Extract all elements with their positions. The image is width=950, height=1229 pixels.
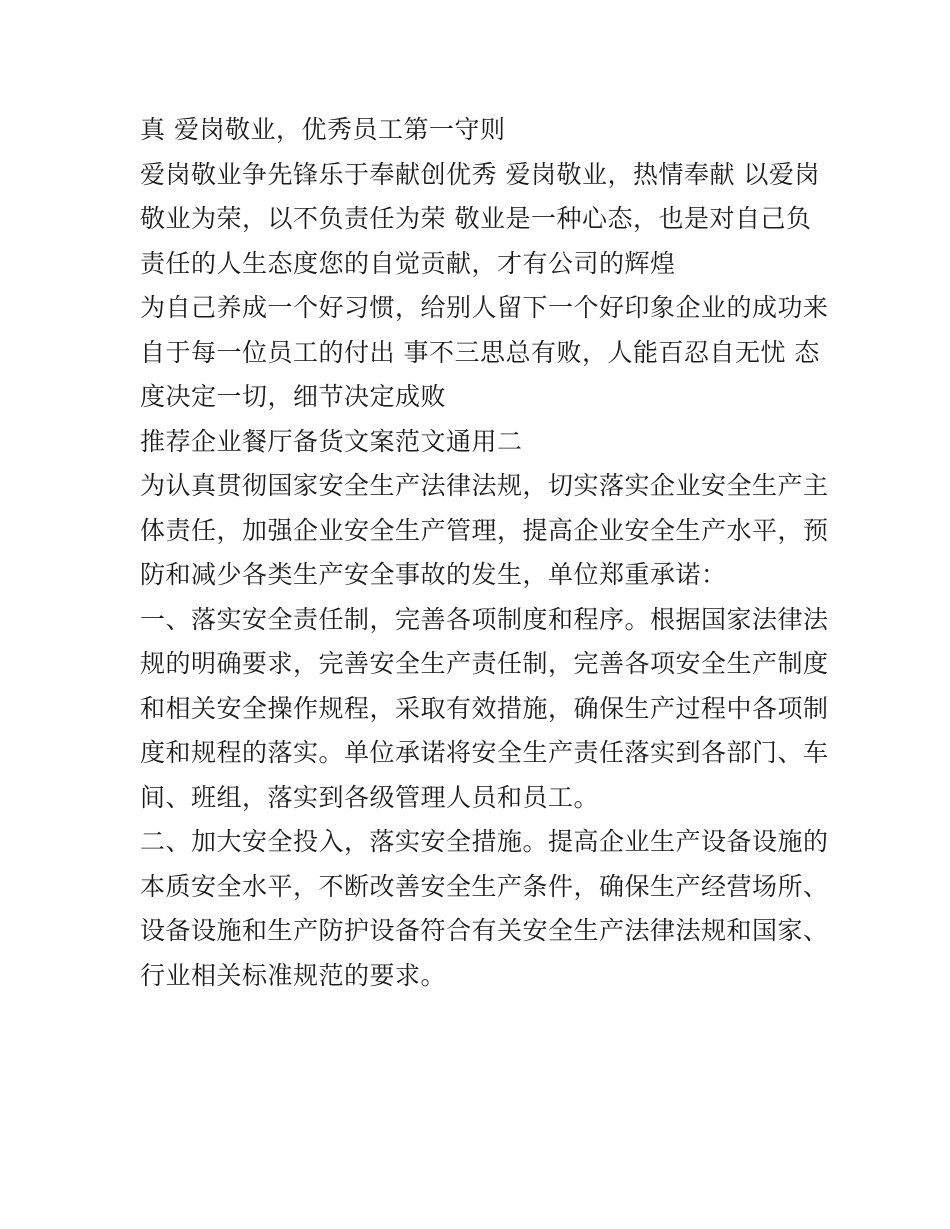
text-line: 一、落实安全责任制，完善各项制度和程序。根据国家法律法 xyxy=(140,604,829,634)
text-line: 规的明确要求，完善安全生产责任制，完善各项安全生产制度 xyxy=(140,649,829,678)
text-line: 二、加大安全投入，落实安全措施。提高企业生产设备设施的 xyxy=(140,827,829,856)
text-line: 责任的人生态度您的自觉贡献，才有公司的辉煌 xyxy=(140,248,676,278)
text-line: 本质安全水平，不断改善安全生产条件，确保生产经营场所、 xyxy=(140,871,829,901)
text-line: 真 爱岗敬业，优秀员工第一守则 xyxy=(140,115,506,144)
text-line: 间、班组，落实到各级管理人员和员工。 xyxy=(140,782,600,812)
text-line: 自于每一位员工的付出 事不三思总有败，人能百忍自无忧 态 xyxy=(140,337,820,367)
text-line: 设备设施和生产防护设备符合有关安全生产法律法规和国家、 xyxy=(140,916,829,945)
text-line: 为认真贯彻国家安全生产法律法规，切实落实企业安全生产主 xyxy=(140,471,829,500)
text-line: 度和规程的落实。单位承诺将安全生产责任落实到各部门、车 xyxy=(140,738,829,767)
document-body xyxy=(140,108,829,998)
text-line: 为自己养成一个好习惯，给别人留下一个好印象企业的成功来 xyxy=(140,293,829,322)
text-line: 体责任，加强企业安全生产管理，提高企业安全生产水平，预 xyxy=(140,515,829,545)
text-line: 度决定一切，细节决定成败 xyxy=(140,382,447,411)
text-line: 和相关安全操作规程，采取有效措施，确保生产过程中各项制 xyxy=(140,693,829,723)
text-line: 防和减少各类生产安全事故的发生，单位郑重承诺： xyxy=(140,560,727,589)
text-line: 爱岗敬业争先锋乐于奉献创优秀 爱岗敬业，热情奉献 以爱岗 xyxy=(140,159,820,189)
text-line: 敬业为荣，以不负责任为荣 敬业是一种心态，也是对自己负 xyxy=(140,204,812,233)
text-line: 行业相关标准规范的要求。 xyxy=(140,960,447,990)
section-heading: 推荐企业餐厅备货文案范文通用二 xyxy=(140,426,523,456)
